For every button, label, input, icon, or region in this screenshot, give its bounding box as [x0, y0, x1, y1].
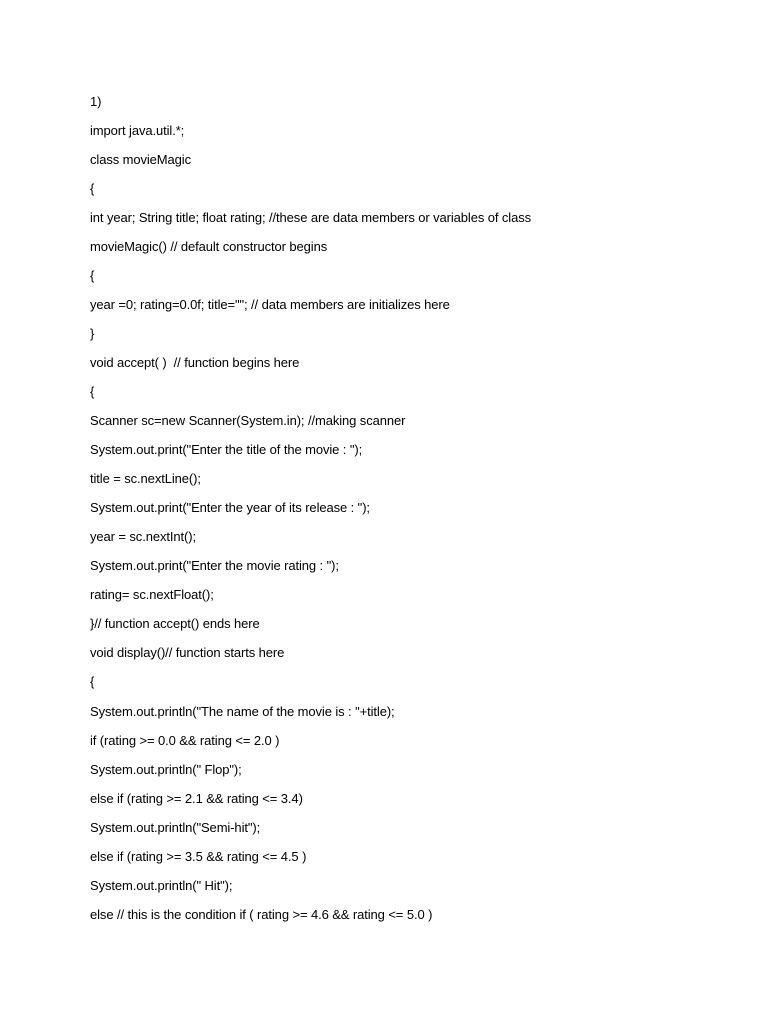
- text-line: year =0; rating=0.0f; title=""; // data members are initializes here: [90, 297, 450, 312]
- text-line: Scanner sc=new Scanner(System.in); //making scanner: [90, 413, 406, 428]
- text-line: {: [90, 268, 95, 283]
- text-line: System.out.println("The name of the movie is : "+title);: [90, 704, 395, 719]
- text-line: year = sc.nextInt();: [90, 529, 197, 544]
- text-line: System.out.print("Enter the movie rating : ");: [90, 558, 339, 573]
- text-line: else if (rating >= 2.1 && rating <= 3.4): [90, 791, 303, 806]
- text-line: {: [90, 674, 95, 689]
- text-line: 1): [90, 94, 102, 109]
- text-line: System.out.print("Enter the title of the movie : ");: [90, 442, 363, 457]
- text-line: else // this is the condition if ( rating >= 4.6 && rating <= 5.0 ): [90, 907, 433, 922]
- text-line: movieMagic() // default constructor begins: [90, 239, 328, 254]
- text-line: {: [90, 384, 95, 399]
- text-line: if (rating >= 0.0 && rating <= 2.0 ): [90, 733, 280, 748]
- text-line: void display()// function starts here: [90, 645, 285, 660]
- text-line: int year; String title; float rating; //these are data members or variables of class: [90, 210, 532, 225]
- text-line: System.out.println(" Hit");: [90, 878, 233, 893]
- text-line: else if (rating >= 3.5 && rating <= 4.5 ): [90, 849, 307, 864]
- text-line: void accept( ) // function begins here: [90, 355, 300, 370]
- text-line: System.out.println(" Flop");: [90, 762, 242, 777]
- text-line: System.out.print("Enter the year of its release : ");: [90, 500, 370, 515]
- text-line: System.out.println("Semi-hit");: [90, 820, 261, 835]
- text-line: rating= sc.nextFloat();: [90, 587, 214, 602]
- text-line: }: [90, 326, 95, 341]
- text-line: }// function accept() ends here: [90, 616, 260, 631]
- text-line: title = sc.nextLine();: [90, 471, 201, 486]
- text-line: class movieMagic: [90, 152, 191, 167]
- text-line: import java.util.*;: [90, 123, 185, 138]
- text-line: {: [90, 181, 95, 196]
